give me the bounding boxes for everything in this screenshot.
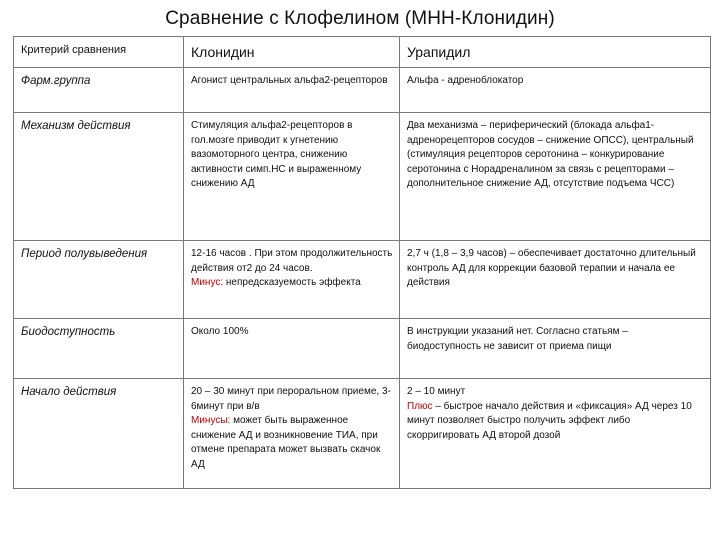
table-row [14,68,711,113]
row-clonidine: Стимуляция альфа2-рецепторов в гол.мозге приводит к угнетению вазомоторного центра, снижению активности симп.НС и выраженному снижению АД [184,113,400,241]
row-urapidil: Альфа - адреноблокатор [400,68,711,113]
header-urapidil: Урапидил [400,37,711,68]
row-criterion: Механизм действия [14,113,184,241]
urapidil-text: 2 – 10 минут [407,386,466,397]
table-row [14,241,711,319]
row-clonidine [184,241,400,319]
minus-text: непредсказуемость эффекта [223,277,361,288]
row-urapidil [400,379,711,489]
page-title: Сравнение с Клофелином (МНН-Клонидин) [165,8,555,29]
row-criterion: Начало действия [14,379,184,489]
table-row [14,379,711,489]
table-header-row [14,37,711,68]
row-criterion: Период полувыведения [14,241,184,319]
table-row [14,113,711,241]
row-urapidil: В инструкции указаний нет. Согласно статьям – биодоступность не зависит от приема пищи [400,319,711,379]
row-criterion: Фарм.группа [14,68,184,113]
plus-label: Плюс [407,400,433,412]
header-criterion: Критерий сравнения [14,37,184,68]
row-criterion: Биодоступность [14,319,184,379]
table-row [14,319,711,379]
comparison-table [13,36,711,489]
clonidine-text: 12-16 часов . При этом продолжительность действия от2 до 24 часов. [191,248,393,274]
minus-text: может быть выраженное снижение АД и возникновение ТИА, при отмене препарата может вызвать скачок АД [191,415,381,470]
row-urapidil: Два механизма – периферический (блокада альфа1-адренорецепторов сосудов – снижение ОПСС), центральный (стимуляция рецепторов серотонина – конкурирование серотонина с Норадреналином за связь с рецепторами – дополнительное снижение АД, отсутствие подъема ЧСС) [400,113,711,241]
minus-label: Минус: [191,277,224,288]
minus-label: Минусы: [191,415,231,426]
row-clonidine: Около 100% [184,319,400,379]
row-clonidine: Агонист центральных альфа2-рецепторов [184,68,400,113]
row-urapidil: 2,7 ч (1,8 – 3,9 часов) – обеспечивает достаточно длительный контроль АД для коррекции базовой терапии и начала ее действия [400,241,711,319]
row-clonidine [184,379,400,489]
header-clonidine: Клонидин [184,37,400,68]
plus-text: – быстрое начало действия и «фиксация» АД через 10 минут позволяет быстро получить эффект либо скорригировать АД второй дозой [407,400,692,441]
clonidine-text: 20 – 30 минут при пероральном приеме, 3-6минут при в/в [191,386,391,412]
